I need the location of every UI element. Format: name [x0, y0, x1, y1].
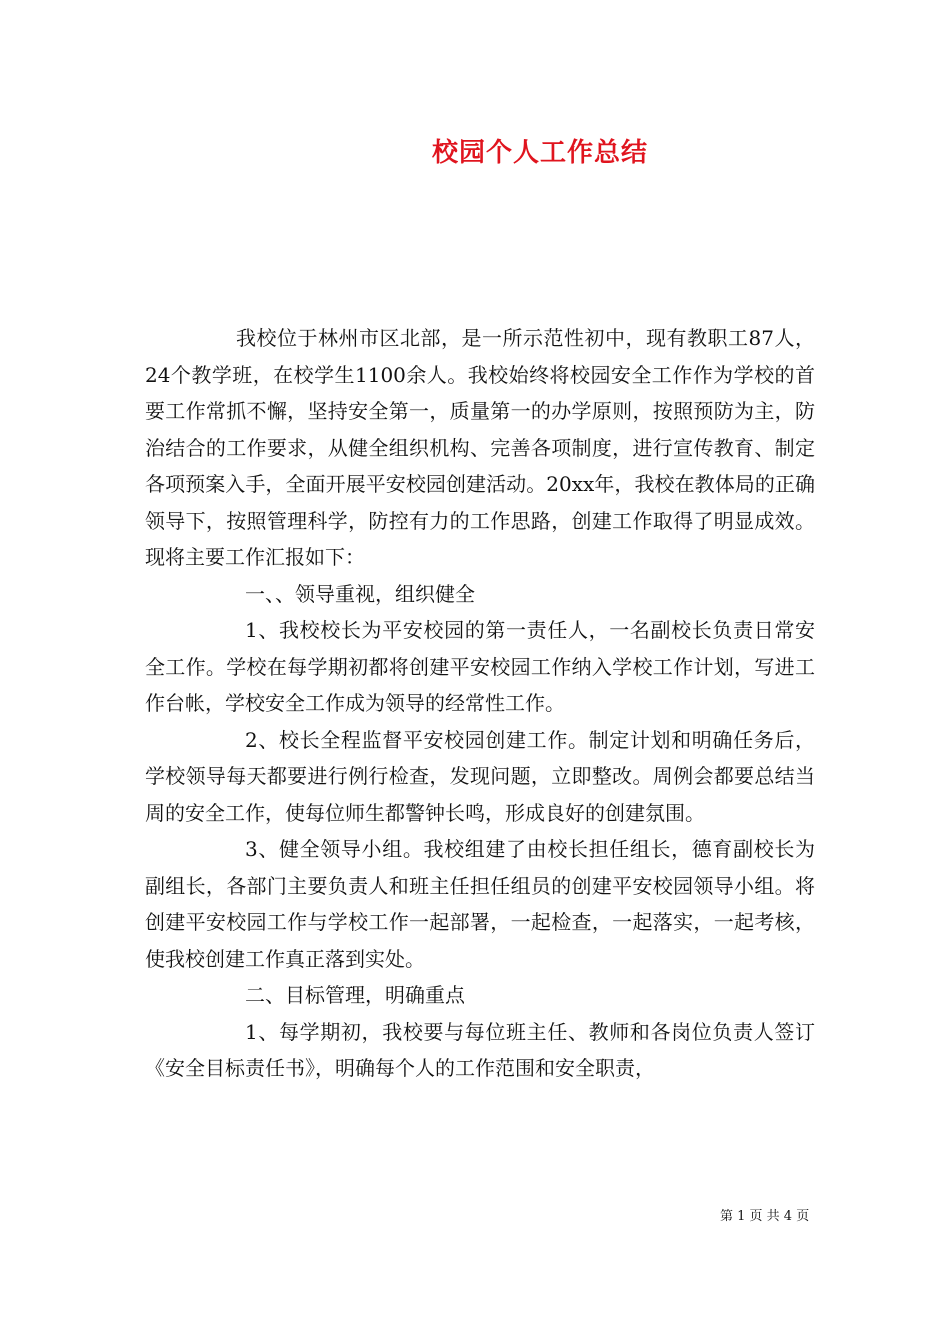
section-1-item-2: 2、校长全程监督平安校园创建工作。制定计划和明确任务后，学校领导每天都要进行例行检查，发现问题，立即整改。周例会都要总结当周的安全工作，使每位师生都警钟长鸣，形成良好的创建氛围。	[145, 727, 815, 825]
document-title: 校园个人工作总结	[431, 138, 648, 168]
section-heading-1: 一、、领导重视，组织健全	[245, 581, 475, 606]
section-1-item-3: 3、健全领导小组。我校组建了由校长担任组长，德育副校长为副组长，各部门主要负责人和班主任担任组员的创建平安校园领导小组。将创建平安校园工作与学校工作一起部署，一起检查，一起落实，一起考核，使我校创建工作真正落到实处。	[145, 837, 815, 971]
section-1-item-1: 1、我校校长为平安校园的第一责任人，一名副校长负责日常安全工作。学校在每学期初都将创建平安校园工作纳入学校工作计划，写进工作台帐，学校安全工作成为领导的经常性工作。	[145, 618, 815, 715]
page-footer: 第 1 页 共 4 页	[720, 1209, 810, 1224]
document-body	[145, 320, 815, 1087]
section-heading-2: 二、目标管理，明确重点	[245, 983, 465, 1007]
section-2-item-1: 1、每学期初，我校要与每位班主任、教师和各岗位负责人签订《安全目标责任书》，明确每个人的工作范围和安全职责，	[145, 1019, 815, 1080]
intro-paragraph: 我校位于林州市区北部，是一所示范性初中，现有教职工87人，24个教学班，在校学生1100余人。我校始终将校园安全工作作为学校的首要工作常抓不懈，坚持安全第一，质量第一的办学原则，按照预防为主，防治结合的工作要求，从健全组织机构、完善各项制度，进行宣传教育、制定各项预案入手，全面开展平安校园创建活动。20xx年，我校在教体局的正确领导下，按照管理科学，防控有力的工作思路，创建工作取得了明显成效。现将主要工作汇报如下：	[145, 326, 815, 569]
